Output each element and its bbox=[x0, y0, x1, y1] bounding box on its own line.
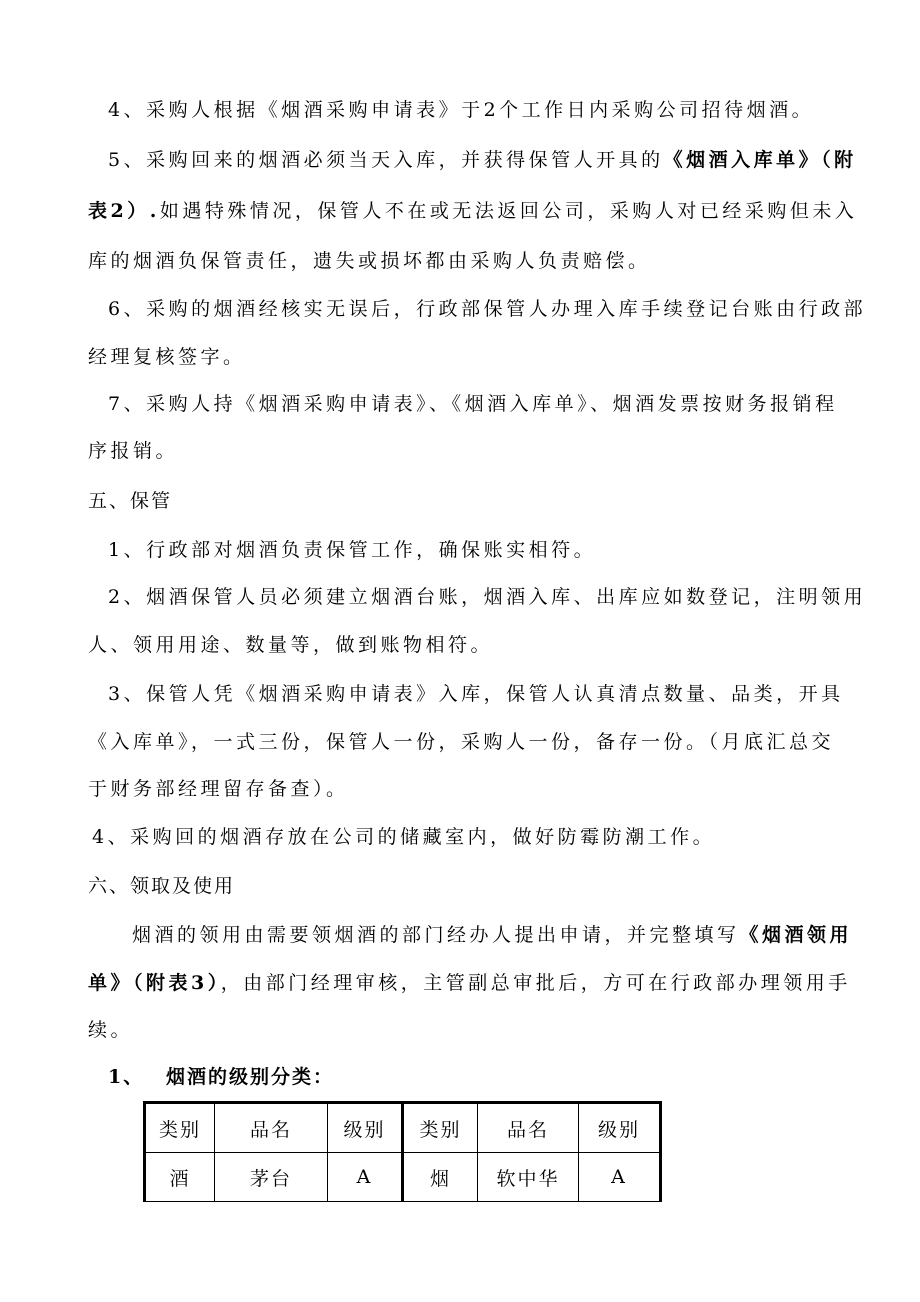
subheading-level-classification: 烟酒的级别分类： bbox=[166, 1066, 335, 1088]
paragraph-purchase-step-7-cont: 序报销。 bbox=[88, 440, 179, 462]
paragraph-purchase-step-5 bbox=[108, 146, 857, 174]
table-cell: A bbox=[328, 1153, 403, 1202]
storage-item-3: 3、保管人凭《烟酒采购申请表》入库，保管人认真清点数量、品类，开具 bbox=[108, 683, 844, 705]
table-cell: 软中华 bbox=[478, 1153, 579, 1202]
table-header-cell: 级别 bbox=[579, 1103, 661, 1153]
step-5-text: 5、采购回来的烟酒必须当天入库，并获得保管人开具的 bbox=[108, 149, 664, 171]
step-5-appendix: 表2）. bbox=[88, 200, 160, 222]
table-header-cell: 品名 bbox=[215, 1103, 328, 1153]
table-cell: 茅台 bbox=[215, 1153, 328, 1202]
paragraph-purchase-step-5-end: 库的烟酒负保管责任，遗失或损坏都由采购人负责赔偿。 bbox=[88, 250, 651, 272]
usage-cont-text: ，由部门经理审核，主管副总审批后，方可在行政部办理领用手 bbox=[220, 972, 851, 994]
table-header-cell: 类别 bbox=[403, 1103, 478, 1153]
table-header-row bbox=[145, 1103, 661, 1153]
table-header-cell: 级别 bbox=[328, 1103, 403, 1153]
storage-item-1: 1、行政部对烟酒负责保管工作，确保账实相符。 bbox=[108, 539, 597, 561]
table-row bbox=[145, 1153, 661, 1202]
step-5-cont-text: 如遇特殊情况，保管人不在或无法返回公司，采购人对已经采购但未入 bbox=[159, 200, 858, 222]
storage-item-4: 4、采购回的烟酒存放在公司的储藏室内，做好防霉防潮工作。 bbox=[92, 826, 716, 848]
paragraph-purchase-step-4: 4、采购人根据《烟酒采购申请表》于2个工作日内采购公司招待烟酒。 bbox=[108, 99, 815, 121]
usage-paragraph-end: 续。 bbox=[88, 1019, 134, 1041]
table-header-cell: 品名 bbox=[478, 1103, 579, 1153]
usage-paragraph-cont bbox=[88, 969, 851, 997]
table-cell: 酒 bbox=[145, 1153, 215, 1202]
paragraph-purchase-step-5-cont bbox=[88, 197, 857, 225]
section-5-title: 五、保管 bbox=[88, 490, 173, 512]
level-classification-table bbox=[143, 1101, 662, 1202]
paragraph-purchase-step-6-cont: 经理复核签字。 bbox=[88, 346, 246, 368]
step-5-form-name: 《烟酒入库单》（附 bbox=[663, 149, 857, 171]
usage-form-name: 《烟酒领用 bbox=[739, 924, 853, 946]
usage-paragraph bbox=[132, 921, 852, 949]
table-cell: 烟 bbox=[403, 1153, 478, 1202]
usage-appendix: 单》（附表3） bbox=[88, 972, 221, 994]
storage-item-2-cont: 人、领用用途、数量等，做到账物相符。 bbox=[88, 634, 494, 656]
section-6-title: 六、领取及使用 bbox=[88, 875, 236, 897]
paragraph-purchase-step-6: 6、采购的烟酒经核实无误后，行政部保管人办理入库手续登记台账由行政部 bbox=[108, 298, 867, 320]
usage-text: 烟酒的领用由需要领烟酒的部门经办人提出申请，并完整填写 bbox=[132, 924, 740, 946]
storage-item-3-cont: 《入库单》，一式三份，保管人一份，采购人一份，备存一份。（月底汇总交 bbox=[88, 731, 835, 753]
storage-item-3-end: 于财务部经理留存备查）。 bbox=[88, 778, 349, 800]
paragraph-purchase-step-7: 7、采购人持《烟酒采购申请表》、《烟酒入库单》、烟酒发票按财务报销程 bbox=[108, 393, 838, 415]
table-header-cell: 类别 bbox=[145, 1103, 215, 1153]
table-cell: A bbox=[579, 1153, 661, 1202]
storage-item-2: 2、烟酒保管人员必须建立烟酒台账，烟酒入库、出库应如数登记，注明领用 bbox=[108, 586, 867, 608]
subheading-number: 1、 bbox=[108, 1066, 145, 1088]
